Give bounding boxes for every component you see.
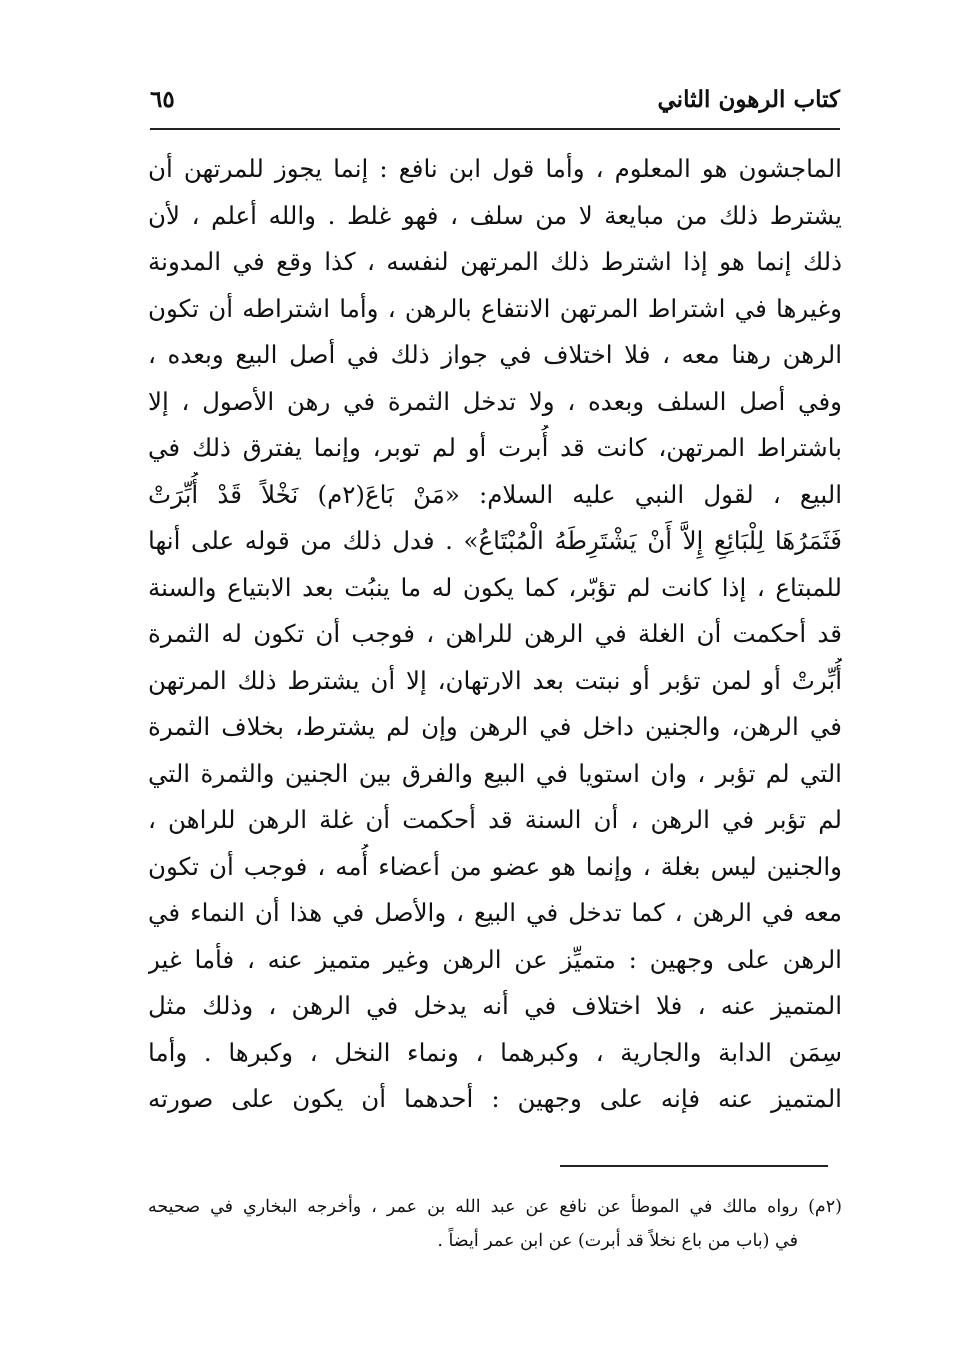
text-line: التي لم تؤبر ، وان استويا في البيع والفرق بين الجنين والثمرة التي xyxy=(148,758,842,788)
text-line: وغيرها في اشتراط المرتهن الانتفاع بالرهن ، وأما اشتراطه أن تكون xyxy=(148,293,842,323)
text-line: الرهن على وجهين : متميِّز عن الرهن وغير متميز عنه ، فأما غير xyxy=(148,944,842,974)
text-line: للمبتاع ، إذا كانت لم تؤبّر، كما يكون له ما ينبُت بعد الابتياع والسنة xyxy=(148,572,842,602)
text-line: البيع ، لقول النبي عليه السلام: «مَنْ بَاعَ(٢م) نَخْلاً قَدْ أُبِّرَتْ xyxy=(148,479,842,509)
text-line: الماجشون هو المعلوم ، وأما قول ابن نافع : إنما يجوز للمرتهن أن xyxy=(148,154,842,183)
footnote-line: في (باب من باع نخلاً قد أبرت) عن ابن عمر أيضاً . xyxy=(437,1231,798,1251)
text-line: يشترط ذلك من مبايعة لا من سلف ، فهو غلط . والله أعلم ، لأن xyxy=(148,200,842,230)
text-line: في الرهن، والجنين داخل في الرهن وإن لم يشترط، بخلاف الثمرة xyxy=(148,712,842,741)
page-header xyxy=(150,82,840,124)
text-line: معه في الرهن ، كما تدخل في البيع ، والأصل في هذا أن النماء في xyxy=(148,898,842,927)
text-line: باشتراط المرتهن، كانت قد أُبرت أو لم توبر، وإنما يفترق ذلك في xyxy=(148,433,842,462)
footnote-rule xyxy=(560,1165,828,1167)
running-title: كتاب الرهون الثاني xyxy=(657,86,840,113)
text-line: الرهن رهنا معه ، فلا اختلاف في جواز ذلك في أصل البيع وبعده ، xyxy=(148,340,842,369)
main-text xyxy=(148,146,842,1123)
page-number: ٦٥ xyxy=(150,86,175,113)
text-line: المتميز عنه فإنه على وجهين : أحدهما أن يكون على صورته xyxy=(148,1084,842,1113)
footnotes xyxy=(148,1190,842,1258)
footnote-line: (٢م) رواه مالك في الموطأ عن نافع عن عبد الله بن عمر ، وأخرجه البخاري في صحيحه xyxy=(148,1197,842,1217)
text-line: المتميز عنه ، فلا اختلاف في أنه يدخل في الرهن ، وذلك مثل xyxy=(148,991,842,1020)
text-line: قد أحكمت أن الغلة في الرهن للراهن ، فوجب أن تكون له الثمرة xyxy=(148,619,842,648)
text-line: والجنين ليس بغلة ، وإنما هو عضو من أعضاء أُمه ، فوجب أن تكون xyxy=(148,851,842,881)
text-line: ذلك إنما هو إذا اشترط ذلك المرتهن لنفسه ، كذا وقع في المدونة xyxy=(148,247,842,276)
text-line: لم تؤبر في الرهن ، أن السنة قد أحكمت أن غلة الرهن للراهن ، xyxy=(148,805,842,834)
text-line: وفي أصل السلف وبعده ، ولا تدخل الثمرة في رهن الأصول ، إلا xyxy=(148,386,842,416)
text-line: سِمَن الدابة والجارية ، وكبرهما ، ونماء النخل ، وكبرها . وأما xyxy=(148,1037,842,1067)
text-line: أُبِّرتْ أو لمن تؤبر أو نبتت بعد الارتهان، إلا أن يشترط ذلك المرتهن xyxy=(148,665,842,695)
header-rule xyxy=(150,128,840,130)
text-line: فَثَمَرُهَا لِلْبَائِعِ إِلاَّ أَنْ يَشْتَرِطَهُ الْمُبْتَاعُ» . فدل ذلك من قوله على أنها xyxy=(148,526,842,555)
